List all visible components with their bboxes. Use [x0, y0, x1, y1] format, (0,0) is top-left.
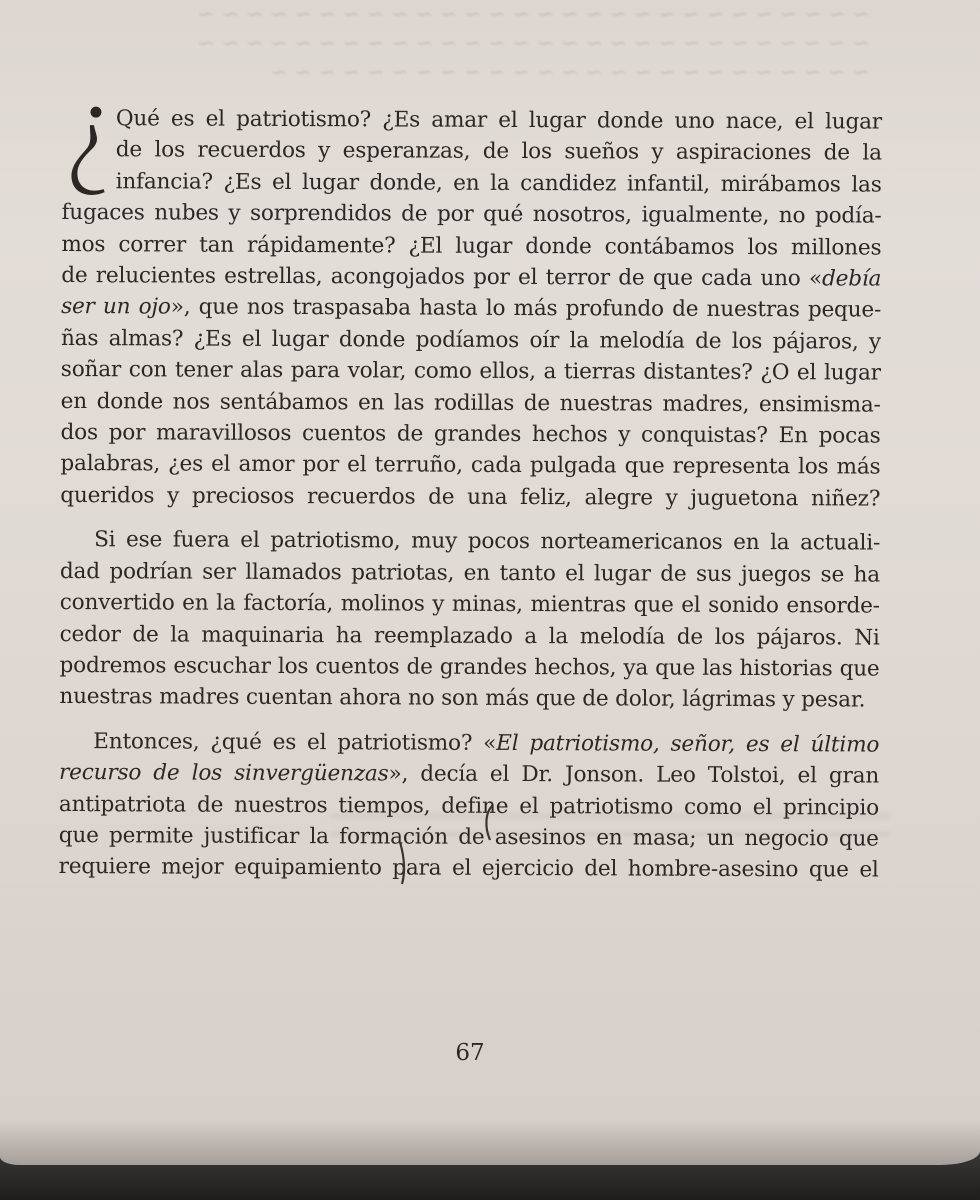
p1-line-6: [61, 260, 881, 295]
paragraph-3: [59, 726, 880, 887]
show-through-text: ~ ~ ~ ~ ~ ~ ~ ~ ~ ~ ~ ~ ~ ~ ~ ~ ~ ~ ~ ~ ~ ~ ~ ~ ~ ~ ~ ~ ~ ~ ~ ~ ~ ~ ~ ~ ~ ~ ~ ~ ~ ~ ~ ~ ~ ~ ~ ~ ~ ~ ~ ~ ~ ~ ~ ~ ~ ~ ~ ~ ~ ~ ~ ~ ~ ~ ~ ~ ~ ~ ~ ~ ~ ~ ~ ~ ~ ~ ~ ~ ~: [197, 2, 870, 84]
p1-line-7-text: », que nos traspasaba hasta lo más profundo de nuestras peque-: [170, 294, 882, 324]
p2-line-1: Si ese fuera el patriotismo, muy pocos norteamericanos en la actuali-: [94, 527, 881, 556]
p1-line-9: soñar con tener alas para volar, como ellos, a tierras distantes? ¿O el lugar: [60, 357, 881, 386]
p3-line-3: antipatriota de nuestros tiempos, define el patriotismo como el principio: [58, 791, 879, 821]
p1-line-6-italic: debía: [821, 266, 882, 292]
p3-line-5: requiere mejor equipamiento para el ejercicio del hombre-asesino que el: [58, 854, 879, 883]
p1-line-12: palabras, ¿es el amor por el terruño, cada pulgada que representa los más: [60, 451, 881, 481]
p3-line-4: que permite justificar la formación de asesinos en masa; un negocio que: [58, 822, 879, 852]
p3-line-2-text: », decía el Dr. Jonson. Leo Tolstoi, el gran: [388, 761, 880, 789]
dropcap-question-mark: [70, 103, 108, 198]
p1-line-7: [61, 291, 881, 326]
p1-line-11: dos por maravillosos cuentos de grandes hechos y conquistas? En pocas: [60, 420, 881, 449]
p2-line-2: dad podrían ser llamados patriotas, en tanto el lugar de sus juegos se ha: [59, 558, 881, 588]
p3-line-1-italic: El patriotismo, señor, es el último: [496, 730, 880, 758]
p3-line-2: [59, 757, 879, 792]
page-number: 67: [455, 1040, 485, 1066]
p1-line-7-italic: ser un ojo: [61, 294, 171, 320]
p3-line-1: [59, 726, 879, 761]
p1-line-13: queridos y preciosos recuerdos de una feliz, alegre y juguetona niñez?: [60, 482, 881, 512]
p1-line-3: infancia? ¿Es el lugar donde, en la candidez infantil, mirábamos las: [115, 169, 882, 198]
p3-line-1-text: Entonces, ¿qué es el patriotismo? «: [93, 728, 497, 756]
p2-line-6: nuestras madres cuentan ahora no son más que de dolor, lágrimas y pesar.: [59, 684, 866, 713]
paragraph-2: [59, 524, 880, 716]
p1-line-8: ñas almas? ¿Es el lugar donde podíamos oír la melodía de los pájaros, y: [60, 325, 882, 355]
p1-line-4: fugaces nubes y sorprendidos de por qué nosotros, igualmente, no podía-: [61, 200, 882, 229]
p1-line-6-text: de relucientes estrellas, acongojados por el terror de que cada uno «: [61, 263, 823, 292]
p2-line-5: podremos escuchar los cuentos de grandes hechos, ya que las historias que: [59, 652, 880, 682]
p1-line-2: de los recuerdos y esperanzas, de los sueños y aspiraciones de la: [115, 137, 882, 166]
p3-line-2-italic: recurso de los sinvergüenzas: [59, 760, 389, 787]
p2-line-3: convertido en la factoría, molinos y minas, mientras que el sonido ensorde-: [59, 590, 880, 619]
p2-line-4: cedor de la maquinaria ha reemplazado a la melodía de los pájaros. Ni: [59, 621, 880, 651]
p1-line-1: Qué es el patriotismo? ¿Es amar el lugar donde uno nace, el lugar: [115, 106, 882, 135]
p1-line-5: mos correr tan rápidamente? ¿El lugar donde contábamos los millones: [61, 231, 882, 261]
p1-line-10: en donde nos sentábamos en las rodillas de nuestras madres, ensimisma-: [60, 388, 881, 418]
paragraph-1: [60, 103, 882, 515]
body-text: [59, 103, 882, 886]
page-curl-shadow: [0, 1120, 980, 1165]
